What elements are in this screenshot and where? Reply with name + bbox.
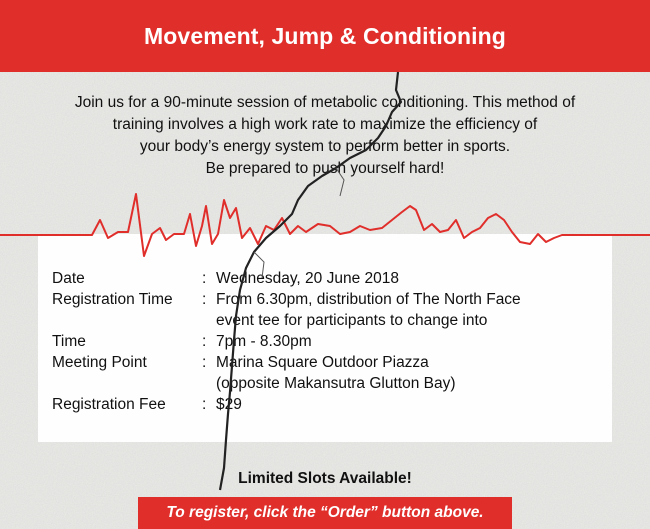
detail-colon: :: [202, 333, 207, 350]
detail-label: Meeting Point: [52, 354, 147, 371]
page-title: Movement, Jump & Conditioning: [144, 22, 506, 49]
detail-value-line: From 6.30pm, distribution of The North Face: [216, 291, 521, 308]
register-banner-text: To register, click the “Order” button above.: [166, 504, 484, 521]
detail-colon: :: [202, 270, 207, 287]
detail-value-line: Marina Square Outdoor Piazza: [216, 354, 429, 371]
intro-line: your body’s energy system to perform better in sports.: [139, 138, 511, 155]
detail-value: [216, 331, 612, 352]
detail-label: Registration Fee: [52, 396, 166, 413]
detail-value: [216, 289, 612, 331]
detail-value-line: event tee for participants to change into: [216, 312, 488, 329]
detail-value-line: (opposite Makansutra Glutton Bay): [216, 375, 456, 392]
detail-row-time: [52, 331, 612, 352]
detail-label: Date: [52, 270, 85, 287]
intro-line: Join us for a 90-minute session of metabolic conditioning. This method of: [74, 94, 576, 111]
limited-slots-text: Limited Slots Available!: [238, 470, 412, 487]
detail-row-registration-time: [52, 289, 612, 331]
detail-row-meeting-point: [52, 352, 612, 394]
detail-colon: :: [202, 354, 207, 371]
detail-label: Registration Time: [52, 291, 173, 308]
detail-value: [216, 352, 612, 394]
detail-value: [216, 394, 612, 415]
heartbeat-line-graphic: [0, 188, 650, 258]
detail-colon: :: [202, 291, 207, 308]
detail-row-registration-fee: [52, 394, 612, 415]
detail-row-date: [52, 268, 612, 289]
intro-line: Be prepared to push yourself hard!: [205, 160, 445, 177]
detail-colon: :: [202, 396, 207, 413]
intro-text: [20, 92, 630, 180]
detail-label: Time: [52, 333, 86, 350]
header-bar: [0, 0, 650, 72]
detail-value-line: Wednesday, 20 June 2018: [216, 270, 399, 287]
event-details: [52, 268, 612, 415]
detail-value: [216, 268, 612, 289]
register-banner: [138, 497, 512, 529]
detail-value-line: $29: [216, 396, 242, 413]
intro-line: training involves a high work rate to maximize the efficiency of: [112, 116, 538, 133]
detail-value-line: 7pm - 8.30pm: [216, 333, 312, 350]
